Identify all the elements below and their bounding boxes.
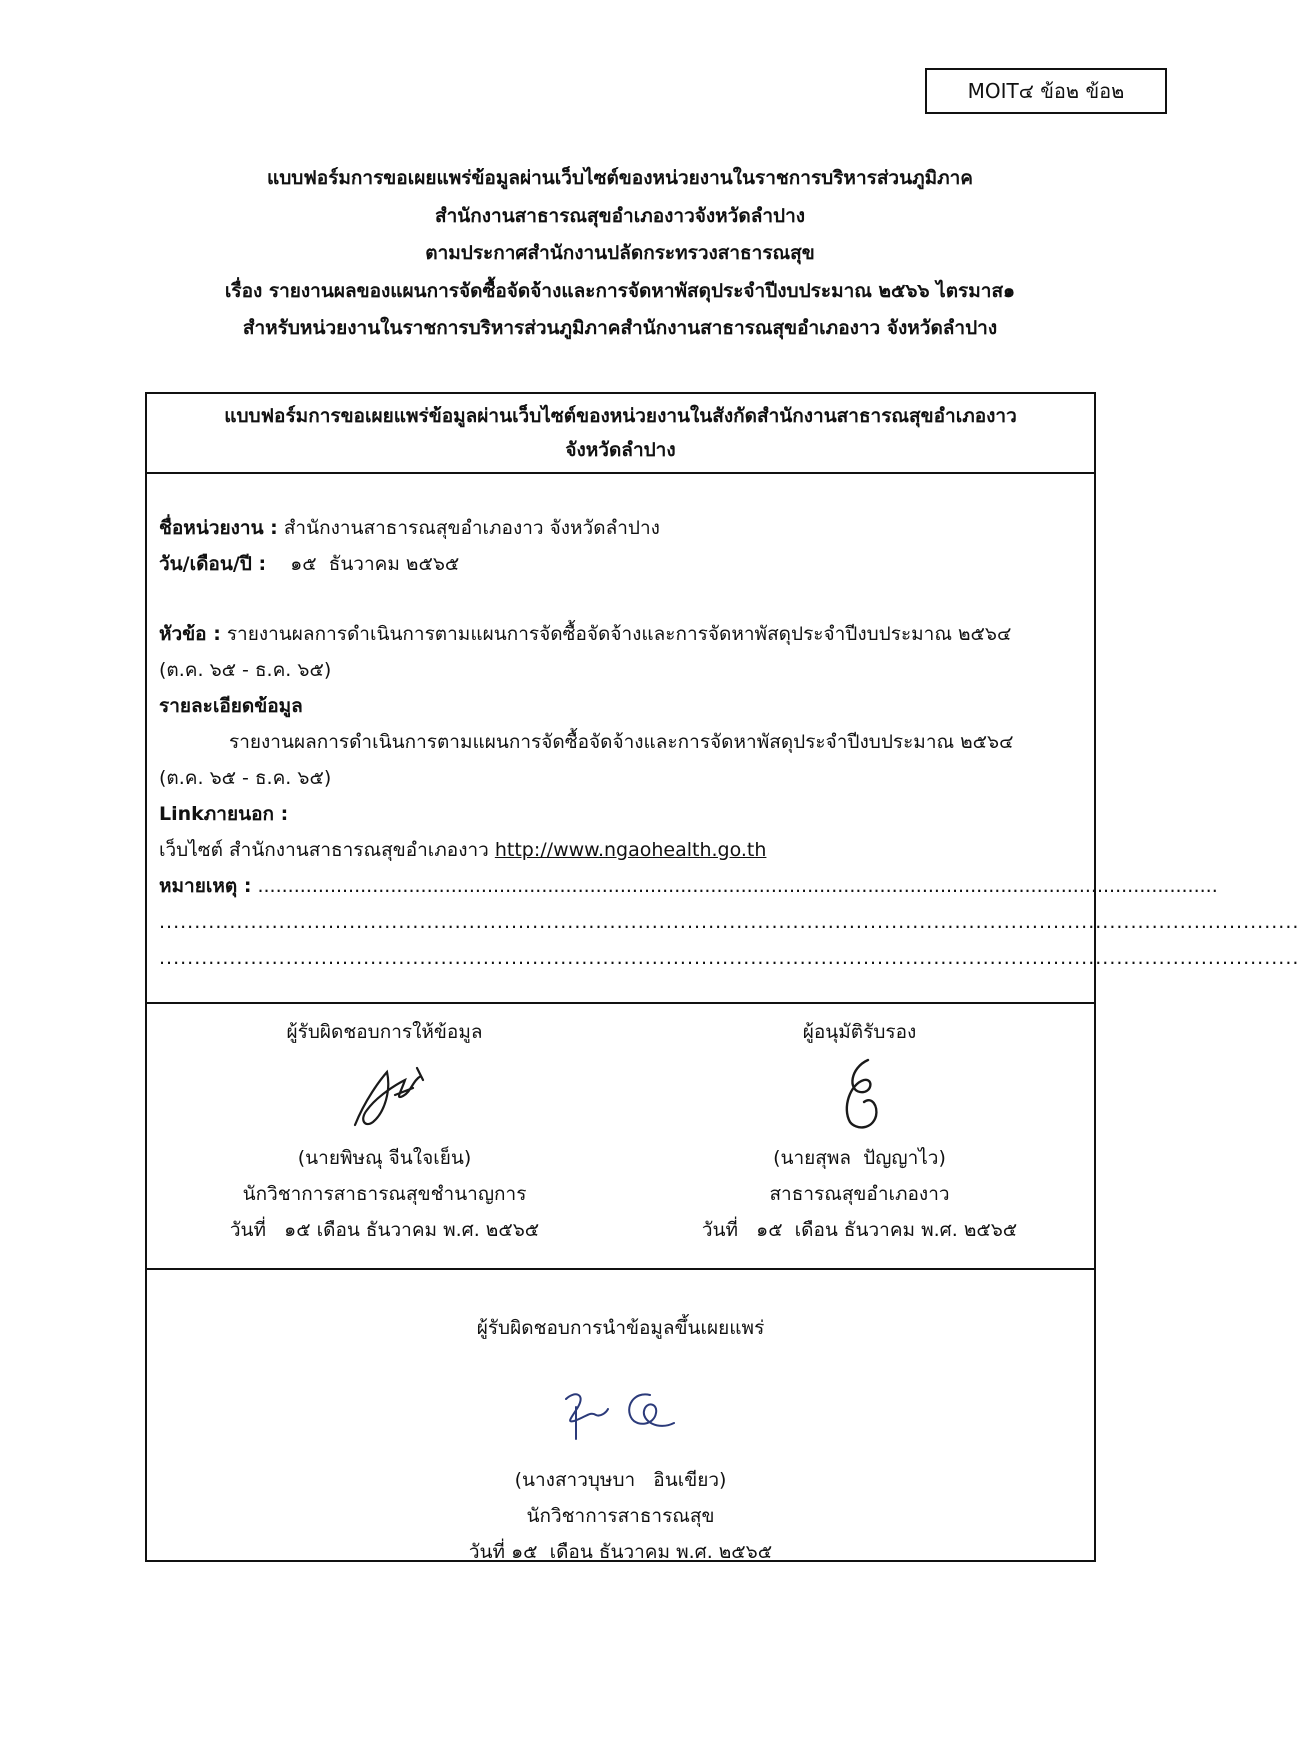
publication-form xyxy=(145,392,1299,1563)
note-dots-2: .................................................................................................................................................................. xyxy=(159,911,1299,933)
header-line-4: เรื่อง รายงานผลของแผนการจัดซื้อจัดจ้างและการจัดหาพัสดุประจำปีงบประมาณ ๒๕๖๖ ไตรมาส๑ xyxy=(224,279,1016,302)
date-row xyxy=(159,546,1082,582)
form-title xyxy=(147,394,1094,472)
link-row xyxy=(159,832,1082,868)
date-value: ๑๕ ธันวาคม ๒๕๖๕ xyxy=(266,553,460,575)
link-prefix: เว็บไซต์ สำนักงานสาธารณสุขอำเภองาว xyxy=(159,839,495,861)
header-line-1: แบบฟอร์มการขอเผยแพร่ข้อมูลผ่านเว็บไซต์ของหน่วยงานในราชการบริหารส่วนภูมิภาค xyxy=(266,167,974,189)
link-label: Linkภายนอก : xyxy=(159,803,289,825)
publisher-role: ผู้รับผิดชอบการนำข้อมูลขึ้นเผยแพร่ xyxy=(476,1317,765,1339)
agency-row xyxy=(159,510,1082,546)
form-title-line-1: แบบฟอร์มการขอเผยแพร่ข้อมูลผ่านเว็บไซต์ของหน่วยงานในสังกัดสำนักงานสาธารณสุขอำเภองาว xyxy=(224,405,1017,427)
topic-row xyxy=(159,616,1082,652)
publisher-position: นักวิชาการสาธารณสุข xyxy=(526,1505,715,1527)
form-title-line-2: จังหวัดลำปาง xyxy=(565,439,676,461)
publisher-date: วันที่ ๑๕ เดือน ธันวาคม พ.ศ. ๒๕๖๕ xyxy=(468,1541,773,1563)
provider-position: นักวิชาการสาธารณสุขชำนาญการ xyxy=(242,1183,527,1205)
topic-label: หัวข้อ : xyxy=(159,623,221,645)
provider-date: วันที่ ๑๕ เดือน ธันวาคม พ.ศ. ๒๕๖๕ xyxy=(229,1219,540,1241)
website-link[interactable]: http://www.ngaohealth.go.th xyxy=(494,839,767,861)
date-label: วัน/เดือน/ปี : xyxy=(159,553,267,575)
header-line-3: ตามประกาศสำนักงานปลัดกระทรวงสาธารณสุข xyxy=(425,242,815,264)
provider-signature xyxy=(147,1050,622,1140)
provider-name: (นายพิษณุ จีนใจเย็น) xyxy=(297,1147,472,1169)
approver-block xyxy=(622,1004,1097,1248)
publisher-section xyxy=(147,1268,1094,1563)
approver-role: ผู้อนุมัติรับรอง xyxy=(802,1021,917,1043)
header-line-5: สำหรับหน่วยงานในราชการบริหารส่วนภูมิภาคสำนักงานสาธารณสุขอำเภองาว จังหวัดลำปาง xyxy=(242,317,998,339)
provider-block xyxy=(147,1004,622,1248)
publisher-name: (นางสาวบุษบา อินเขียว) xyxy=(514,1469,727,1491)
document-code: MOIT๔ ข้อ๒ ข้อ๒ xyxy=(967,79,1125,103)
note-dots-3: .................................................................................................................................................................. xyxy=(159,947,1299,969)
note-label: หมายเหตุ : xyxy=(159,875,252,897)
document-code-box xyxy=(925,68,1167,114)
header-line-2: สำนักงานสาธารณสุขอำเภองาวจังหวัดลำปาง xyxy=(434,204,806,227)
detail-value: รายงานผลการดำเนินการตามแผนการจัดซื้อจัดจ้างและการจัดหาพัสดุประจำปีงบประมาณ ๒๕๖๔ xyxy=(229,731,1014,753)
approver-position: สาธารณสุขอำเภองาว xyxy=(769,1183,950,1205)
detail-label: รายละเอียดข้อมูล xyxy=(159,695,303,717)
note-dots-1: ............................................................................................................................................................... xyxy=(257,875,1218,897)
detail-period: (ต.ค. ๖๕ - ธ.ค. ๖๕) xyxy=(159,767,332,789)
approver-date: วันที่ ๑๕ เดือน ธันวาคม พ.ศ. ๒๕๖๕ xyxy=(701,1219,1018,1241)
topic-period: (ต.ค. ๖๕ - ธ.ค. ๖๕) xyxy=(159,659,332,681)
publisher-block xyxy=(147,1310,1094,1570)
form-info-section xyxy=(147,472,1299,1002)
publisher-signature xyxy=(147,1362,1094,1462)
topic-value: รายงานผลการดำเนินการตามแผนการจัดซื้อจัดจ้างและการจัดหาพัสดุประจำปีงบประมาณ ๒๕๖๔ xyxy=(220,623,1012,645)
approver-signature xyxy=(622,1050,1097,1140)
document-header xyxy=(0,160,1240,348)
agency-label: ชื่อหน่วยงาน : xyxy=(159,517,278,539)
note-row xyxy=(159,868,1218,904)
signature-section xyxy=(147,1002,1094,1268)
agency-value: สำนักงานสาธารณสุขอำเภองาว จังหวัดลำปาง xyxy=(277,517,660,539)
approver-name: (นายสุพล ปัญญาไว) xyxy=(773,1147,946,1169)
provider-role: ผู้รับผิดชอบการให้ข้อมูล xyxy=(286,1021,483,1043)
